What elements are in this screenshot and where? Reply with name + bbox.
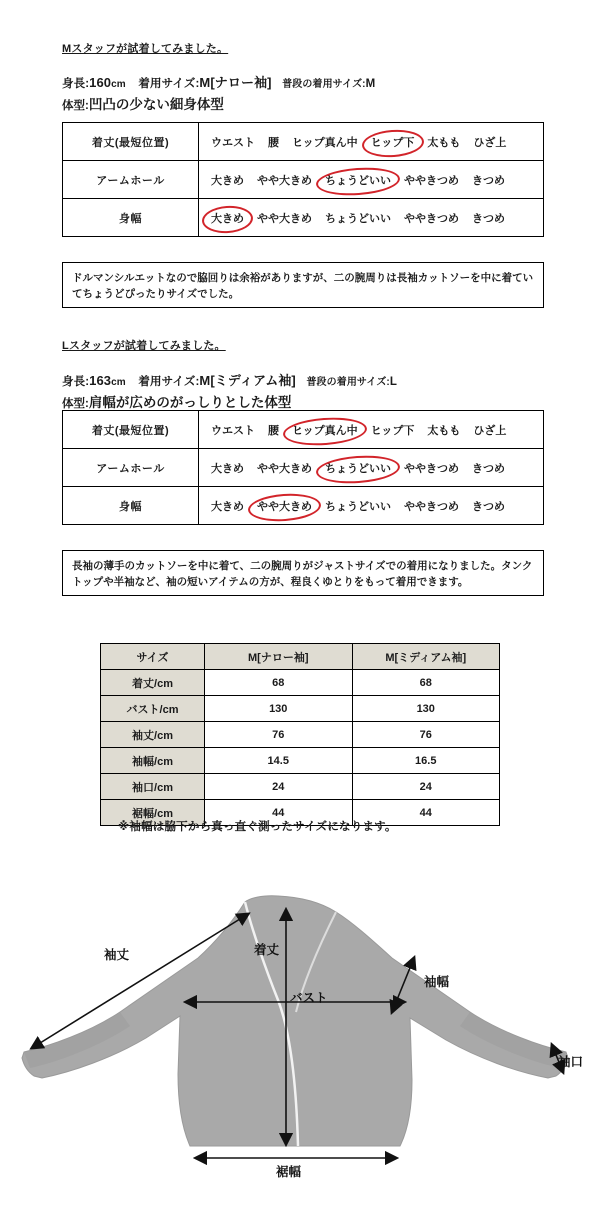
staff-l-wearsize: M[ミディアム袖] [199, 373, 296, 388]
staff-l-eval-table [62, 410, 544, 525]
staff-l-usualsize-label: 普段の着用サイズ: [306, 377, 390, 388]
staff-l-comment: 長袖の薄手のカットソーを中に着て、二の腕周りがジャストサイズでの着用になりました。タンクトップや半袖など、袖の短いアイテムの方が、程良くゆとりをもって着用できます。 [62, 550, 544, 596]
option[interactable]: ちょうどいい [325, 212, 391, 225]
table-row [101, 696, 500, 722]
table-row [63, 199, 544, 237]
garment-shape [22, 896, 568, 1146]
option[interactable]: ややきつめ [404, 500, 459, 513]
col-header-size: サイズ [101, 644, 205, 670]
option[interactable]: ヒップ下 [370, 424, 415, 437]
table-row [63, 411, 544, 449]
staff-m-usualsize: M [365, 78, 376, 90]
staff-l-profile-line [62, 370, 397, 389]
staff-m-title: Mスタッフが試着してみました。 [62, 43, 229, 55]
option[interactable]: やや大きめ [257, 462, 312, 475]
col-header-narrow: M[ナロー袖] [205, 644, 353, 670]
staff-l-usualsize: L [389, 376, 397, 388]
option[interactable]: ひざ上 [473, 136, 507, 149]
option[interactable]: 太もも [427, 424, 461, 437]
table-row [63, 487, 544, 525]
row-options [199, 161, 544, 199]
staff-m-wearsize: M[ナロー袖] [199, 75, 272, 90]
staff-l-height-unit: cm [111, 377, 126, 388]
option[interactable]: ウエスト [211, 136, 255, 149]
row-label: 着丈/cm [101, 670, 205, 696]
staff-m-bodytype-line [62, 93, 224, 113]
staff-l-bodytype: 肩幅が広めのがっしりとした体型 [88, 395, 292, 410]
option[interactable]: ややきつめ [404, 174, 459, 187]
cell-value: 68 [205, 670, 353, 696]
option-selected[interactable]: ヒップ下 [369, 133, 417, 151]
option[interactable]: ウエスト [211, 424, 255, 437]
option-selected[interactable]: やや大きめ [255, 497, 314, 515]
cell-value: 24 [352, 774, 500, 800]
row-label: バスト/cm [101, 696, 205, 722]
table-header-row [101, 644, 500, 670]
measurement-note: ※袖幅は脇下から真っ直ぐ測ったサイズになります。 [118, 821, 397, 833]
staff-l-bodytype-label: 体型: [62, 398, 89, 410]
staff-m-height-unit: cm [111, 79, 126, 90]
staff-m-height-label: 身長: [62, 78, 90, 90]
table-row [63, 123, 544, 161]
cell-value: 44 [352, 800, 500, 826]
row-label: 袖幅/cm [101, 748, 205, 774]
staff-l-height-label: 身長: [62, 376, 90, 388]
staff-l-height: 163 [89, 373, 112, 388]
staff-m-comment: ドルマンシルエットなので脇回りは余裕がありますが、二の腕周りは長袖カットソーを中に着ていてちょうどぴったりサイズでした。 [62, 262, 544, 308]
row-label: 身幅 [63, 487, 199, 525]
label-hem-width: 裾幅 [276, 1165, 302, 1179]
table-row [63, 161, 544, 199]
option[interactable]: 大きめ [211, 462, 244, 475]
cell-value: 76 [352, 722, 500, 748]
option[interactable]: ひざ上 [473, 424, 507, 437]
option[interactable]: きつめ [472, 174, 505, 187]
table-row [101, 670, 500, 696]
label-sleeve-width: 袖幅 [424, 975, 450, 989]
staff-m-bodytype-label: 体型: [62, 100, 89, 112]
option[interactable]: ちょうどいい [325, 500, 391, 513]
option-selected[interactable]: 大きめ [209, 209, 246, 227]
row-label: アームホール [63, 449, 199, 487]
table-row [101, 748, 500, 774]
cell-value: 130 [352, 696, 500, 722]
row-label: 着丈(最短位置) [63, 123, 199, 161]
option[interactable]: 大きめ [211, 174, 244, 187]
garment-illustration-svg [0, 840, 600, 1200]
cell-value: 24 [205, 774, 353, 800]
option-selected[interactable]: ちょうどいい [323, 459, 393, 477]
label-bust: バスト [290, 991, 328, 1005]
table-row [101, 722, 500, 748]
row-label: 裾幅/cm [101, 800, 205, 826]
staff-l-bodytype-line [62, 391, 291, 411]
row-label: 袖丈/cm [101, 722, 205, 748]
staff-m-wearsize-label: 着用サイズ: [138, 78, 200, 90]
option[interactable]: 太もも [427, 136, 461, 149]
garment-diagram [0, 840, 600, 1200]
label-sleeve-length: 袖丈 [104, 948, 130, 962]
staff-l-wearsize-label: 着用サイズ: [138, 376, 200, 388]
row-label: 袖口/cm [101, 774, 205, 800]
spec-table [100, 643, 500, 826]
option[interactable]: きつめ [472, 500, 505, 513]
row-label: 着丈(最短位置) [63, 411, 199, 449]
row-options [199, 199, 544, 237]
option[interactable]: 大きめ [211, 500, 244, 513]
row-options [199, 487, 544, 525]
cell-value: 44 [205, 800, 353, 826]
cell-value: 68 [352, 670, 500, 696]
staff-l-title: Lスタッフが試着してみました。 [62, 340, 226, 352]
row-options [199, 449, 544, 487]
staff-m-eval-table [62, 122, 544, 237]
row-options [199, 123, 544, 161]
cell-value: 14.5 [205, 748, 353, 774]
option-selected[interactable]: ちょうどいい [323, 171, 393, 189]
col-header-medium: M[ミディアム袖] [352, 644, 500, 670]
cell-value: 130 [205, 696, 353, 722]
cell-value: 16.5 [352, 748, 500, 774]
option[interactable]: やや大きめ [257, 212, 312, 225]
option[interactable]: 腰 [268, 424, 279, 437]
staff-m-profile-line [62, 72, 375, 91]
staff-m-height: 160 [89, 75, 112, 90]
table-row [63, 449, 544, 487]
label-body-length: 着丈 [254, 943, 280, 957]
option-selected[interactable]: ヒップ真ん中 [290, 421, 360, 439]
staff-m-bodytype: 凹凸の少ない細身体型 [88, 97, 224, 112]
label-cuff: 袖口 [558, 1055, 584, 1069]
option[interactable]: やや大きめ [257, 174, 312, 187]
staff-m-usualsize-label: 普段の着用サイズ: [282, 79, 366, 90]
table-row [101, 774, 500, 800]
row-options [199, 411, 544, 449]
option[interactable]: ややきつめ [404, 212, 459, 225]
row-label: 身幅 [63, 199, 199, 237]
option[interactable]: きつめ [472, 462, 505, 475]
option[interactable]: きつめ [472, 212, 505, 225]
option[interactable]: 腰 [268, 136, 279, 149]
option[interactable]: ヒップ真ん中 [292, 136, 358, 149]
row-label: アームホール [63, 161, 199, 199]
cell-value: 76 [205, 722, 353, 748]
option[interactable]: ややきつめ [404, 462, 459, 475]
